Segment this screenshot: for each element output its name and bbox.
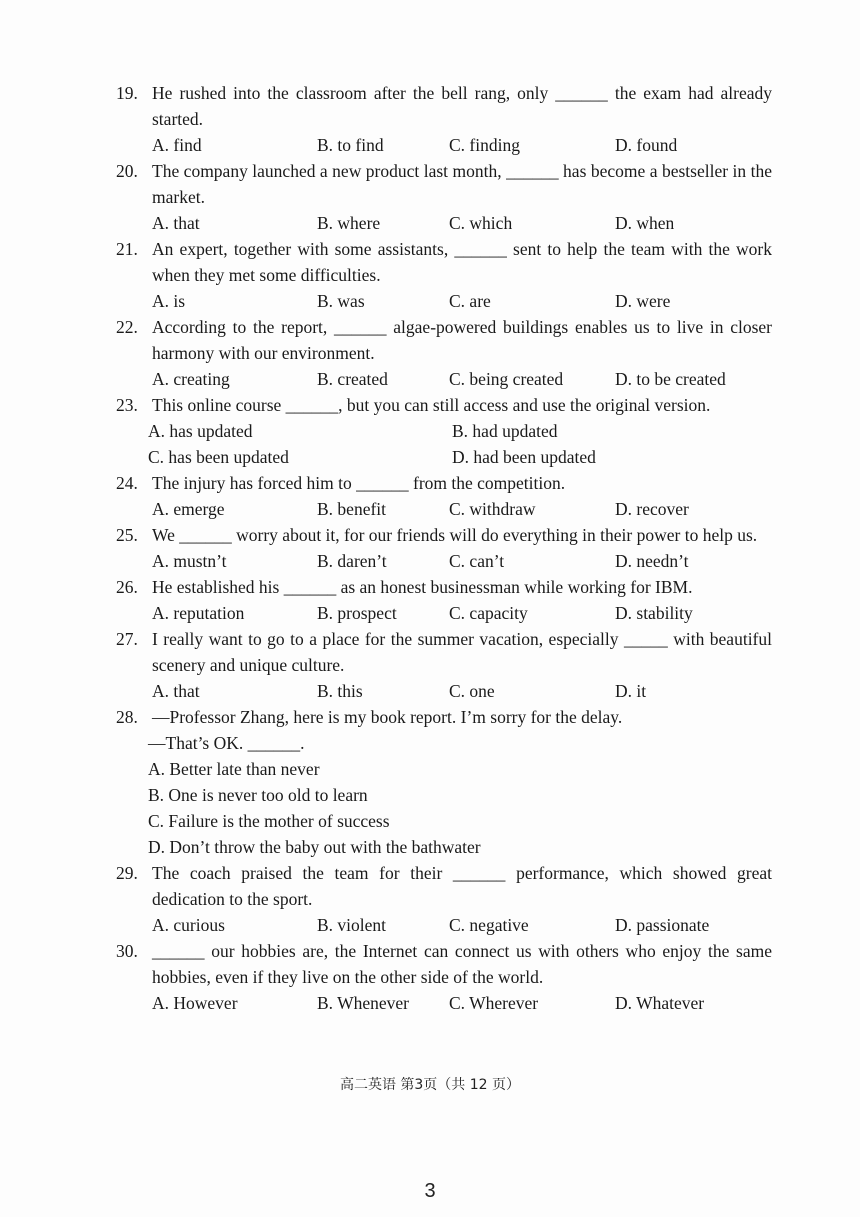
question-number: 29. <box>116 863 138 883</box>
option-c: C. Wherever <box>449 993 539 1013</box>
question-19 <box>112 80 772 158</box>
options-row <box>112 600 772 626</box>
option-c: C. negative <box>449 915 529 935</box>
question-stem: We ______ worry about it, for our friends will do everything in their power to help us. <box>152 525 758 545</box>
option-b: B. was <box>317 291 365 311</box>
options-row <box>112 366 772 392</box>
options-row <box>112 132 772 158</box>
option-a: A. emerge <box>152 499 225 519</box>
options-row <box>112 990 772 1016</box>
question-stem: I really want to go to a place for the summer vacation, especially _____ with beautiful scenery and unique culture. <box>152 629 772 675</box>
question-number: 21. <box>116 239 138 259</box>
question-stem: The company launched a new product last month, ______ has become a bestseller in the market. <box>152 161 772 207</box>
option-c: C. Failure is the mother of success <box>148 811 390 831</box>
question-number: 19. <box>116 83 138 103</box>
option-c: C. capacity <box>449 603 528 623</box>
option-a: A. creating <box>152 369 230 389</box>
option-b: B. created <box>317 369 388 389</box>
option-b: B. Whenever <box>317 993 410 1013</box>
option-a: A. is <box>152 291 186 311</box>
page-number: 3 <box>424 1180 436 1202</box>
question-22 <box>112 314 772 392</box>
options-row <box>112 678 772 704</box>
option-a: A. mustn’t <box>152 551 227 571</box>
option-d: D. recover <box>615 499 689 519</box>
option-a: A. curious <box>152 915 225 935</box>
options-row <box>112 210 772 236</box>
option-d: D. passionate <box>615 915 710 935</box>
option-d: D. found <box>615 135 678 155</box>
option-a: A. reputation <box>152 603 245 623</box>
option-c: C. one <box>449 681 495 701</box>
question-number: 25. <box>116 525 138 545</box>
option-a: A. has updated <box>148 421 253 441</box>
question-stem: According to the report, ______ algae-powered buildings enables us to live in closer harmony with our environment. <box>152 317 772 363</box>
option-d: D. Whatever <box>615 993 705 1013</box>
question-28 <box>112 704 772 860</box>
option-b: B. benefit <box>317 499 387 519</box>
option-d: D. stability <box>615 603 693 623</box>
option-b: B. violent <box>317 915 387 935</box>
options-row <box>112 496 772 522</box>
question-23 <box>112 392 772 470</box>
question-number: 28. <box>116 707 138 727</box>
option-d: D. needn’t <box>615 551 689 571</box>
option-b: B. One is never too old to learn <box>148 785 368 805</box>
question-stem: He established his ______ as an honest businessman while working for IBM. <box>152 577 693 597</box>
question-26 <box>112 574 772 626</box>
question-number: 30. <box>116 941 138 961</box>
question-24 <box>112 470 772 522</box>
option-d: D. Don’t throw the baby out with the bathwater <box>148 837 481 857</box>
question-27 <box>112 626 772 704</box>
option-c: C. being created <box>449 369 564 389</box>
question-stem: The injury has forced him to ______ from the competition. <box>152 473 566 493</box>
option-b: B. this <box>317 681 363 701</box>
question-stem: He rushed into the classroom after the bell rang, only ______ the exam had already started. <box>152 83 772 129</box>
options-grid <box>112 418 772 470</box>
question-number: 26. <box>116 577 138 597</box>
option-b: B. prospect <box>317 603 397 623</box>
question-21 <box>112 236 772 314</box>
question-stem: ______ our hobbies are, the Internet can connect us with others who enjoy the same hobbies, even if they live on the other side of the world. <box>152 941 772 987</box>
option-a: A. Better late than never <box>148 759 320 779</box>
question-stem: An expert, together with some assistants, ______ sent to help the team with the work when they met some difficulties. <box>152 239 772 285</box>
question-number: 24. <box>116 473 138 493</box>
question-number: 23. <box>116 395 138 415</box>
options-row <box>112 548 772 574</box>
option-b: B. to find <box>317 135 384 155</box>
option-c: C. are <box>449 291 491 311</box>
option-a: A. that <box>152 213 200 233</box>
option-a: A. find <box>152 135 202 155</box>
option-b: B. had updated <box>452 421 558 441</box>
option-c: C. has been updated <box>148 447 289 467</box>
page-footer: 高二英语 第3页（共 12 页） <box>339 1077 521 1093</box>
option-d: D. had been updated <box>452 447 596 467</box>
option-a: A. that <box>152 681 200 701</box>
option-d: D. to be created <box>615 369 726 389</box>
option-a: A. However <box>152 993 238 1013</box>
option-b: B. where <box>317 213 381 233</box>
question-29 <box>112 860 772 938</box>
question-20 <box>112 158 772 236</box>
options-row <box>112 288 772 314</box>
option-d: D. when <box>615 213 675 233</box>
option-d: D. it <box>615 681 647 701</box>
question-25 <box>112 522 772 574</box>
dialogue-reply: —That’s OK. ______. <box>148 733 305 753</box>
option-b: B. daren’t <box>317 551 387 571</box>
option-c: C. withdraw <box>449 499 536 519</box>
option-d: D. were <box>615 291 671 311</box>
option-c: C. finding <box>449 135 520 155</box>
question-number: 20. <box>116 161 138 181</box>
option-c: C. which <box>449 213 513 233</box>
question-list <box>112 80 772 1016</box>
option-c: C. can’t <box>449 551 505 571</box>
question-number: 22. <box>116 317 138 337</box>
question-number: 27. <box>116 629 138 649</box>
question-stem: This online course ______, but you can still access and use the original version. <box>152 395 711 415</box>
question-30 <box>112 938 772 1016</box>
question-stem: The coach praised the team for their ______ performance, which showed great dedication to the sport. <box>152 863 772 909</box>
options-row <box>112 912 772 938</box>
question-stem: —Professor Zhang, here is my book report. I’m sorry for the delay. <box>152 707 623 727</box>
